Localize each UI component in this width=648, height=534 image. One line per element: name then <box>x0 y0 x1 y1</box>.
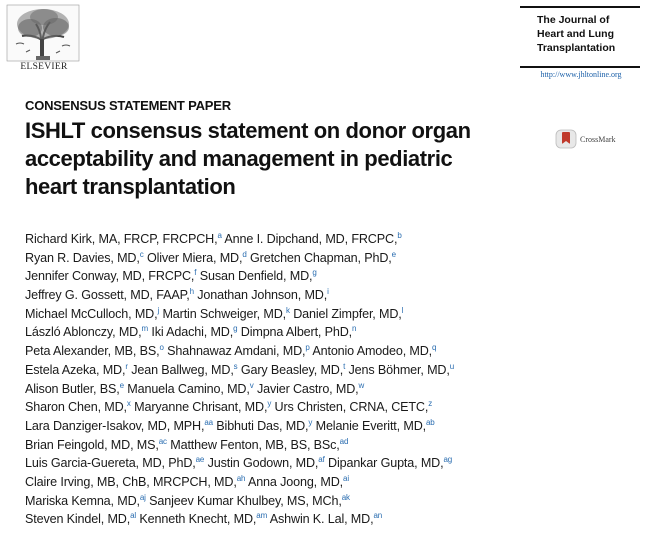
author-name: Luis Garcia-Guereta, MD, PhD, <box>25 456 196 471</box>
author-name: Iki Adachi, MD, <box>151 325 234 340</box>
affiliation-link[interactable]: s <box>233 361 238 371</box>
affiliation-link[interactable]: ag <box>443 455 453 465</box>
affiliation-link[interactable]: al <box>130 511 137 521</box>
author <box>200 269 317 283</box>
author <box>162 307 289 321</box>
author-name: Bibhuti Das, MD, <box>216 418 309 433</box>
author-line <box>25 249 625 268</box>
affiliation-link[interactable]: k <box>286 305 290 315</box>
author <box>257 382 364 396</box>
author <box>349 363 455 377</box>
author-name: Maryanne Chrisant, MD, <box>134 400 268 415</box>
author <box>25 400 131 414</box>
author-name: Manuela Camino, MD, <box>127 381 250 396</box>
affiliation-link[interactable]: af <box>318 455 325 465</box>
author-name: Martin Schweiger, MD, <box>162 306 286 321</box>
affiliation-link[interactable]: v <box>249 380 254 390</box>
author-name: Richard Kirk, MA, FRCP, FRCPCH, <box>25 232 218 246</box>
affiliation-link[interactable]: b <box>397 231 402 240</box>
journal-name-line: Heart and Lung <box>537 28 615 40</box>
affiliation-link[interactable]: g <box>233 324 238 334</box>
author <box>151 325 237 339</box>
author <box>25 307 159 321</box>
author <box>25 363 128 377</box>
author-name: Michael McCulloch, MD, <box>25 306 158 321</box>
author <box>197 288 329 302</box>
author <box>149 494 350 508</box>
author-name: Kenneth Knecht, MD, <box>139 512 257 527</box>
author <box>293 307 403 321</box>
author <box>25 325 148 339</box>
affiliation-link[interactable]: p <box>305 343 310 353</box>
author-line <box>25 286 625 305</box>
affiliation-link[interactable]: g <box>312 268 317 278</box>
article-title <box>25 117 505 201</box>
author <box>25 232 222 246</box>
author <box>167 344 310 358</box>
author <box>25 251 144 265</box>
author <box>312 344 436 358</box>
affiliation-link[interactable]: ad <box>339 436 349 446</box>
author <box>241 363 345 377</box>
author-name: Melanie Everitt, MD, <box>315 418 426 433</box>
author <box>25 419 213 433</box>
title-line: ISHLT consensus statement on donor organ <box>25 118 471 143</box>
tree-icon <box>6 4 80 62</box>
author-name: Sanjeev Kumar Khulbey, MS, MCh, <box>149 493 342 508</box>
affiliation-link[interactable]: h <box>189 287 194 297</box>
author-line <box>25 267 625 286</box>
affiliation-link[interactable]: c <box>139 249 144 259</box>
author-line <box>25 454 625 473</box>
author <box>316 419 435 433</box>
author-line <box>25 323 625 342</box>
affiliation-link[interactable]: ae <box>195 455 205 465</box>
author-line <box>25 436 625 455</box>
author-list <box>25 230 625 529</box>
journal-name-line: Transplantation <box>537 42 616 54</box>
author-name: Shahnawaz Amdani, MD, <box>167 344 306 359</box>
author <box>127 382 253 396</box>
journal-name <box>537 13 637 55</box>
author-line <box>25 398 625 417</box>
author-name: Dimpna Albert, PhD, <box>240 325 353 340</box>
author <box>25 475 245 489</box>
author-name: Steven Kindel, MD, <box>25 512 131 527</box>
author-name: Jeffrey G. Gossett, MD, FAAP, <box>25 288 190 303</box>
affiliation-link[interactable]: n <box>352 324 357 334</box>
author-name: Oliver Miera, MD, <box>146 250 243 265</box>
affiliation-link[interactable]: d <box>242 249 247 259</box>
author <box>25 438 167 452</box>
affiliation-link[interactable]: ab <box>425 417 435 427</box>
affiliation-link[interactable]: e <box>391 249 396 259</box>
author-line <box>25 342 625 361</box>
affiliation-link[interactable]: m <box>141 324 148 334</box>
author-name: Matthew Fenton, MB, BS, BSc, <box>170 437 340 452</box>
author-name: László Ablonczy, MD, <box>25 325 142 340</box>
author-name: Sharon Chen, MD, <box>25 400 127 415</box>
affiliation-link[interactable]: aj <box>139 492 146 502</box>
author-name: Peta Alexander, MB, BS, <box>25 344 160 359</box>
affiliation-link[interactable]: e <box>119 380 124 390</box>
author-line <box>25 361 625 380</box>
author-name: Ashwin K. Lal, MD, <box>269 512 374 527</box>
author-name: Dipankar Gupta, MD, <box>328 456 444 471</box>
author-name: Mariska Kemna, MD, <box>25 493 140 508</box>
title-line: acceptability and management in pediatric <box>25 146 453 171</box>
author-name: Gary Beasley, MD, <box>240 362 344 377</box>
affiliation-link[interactable]: o <box>159 343 164 353</box>
affiliation-link[interactable]: ak <box>341 492 350 502</box>
author-name: Anne I. Dipchand, MD, FRCPC, <box>224 232 398 246</box>
author-line <box>25 492 625 511</box>
author-line <box>25 510 625 529</box>
publisher-wordmark: ELSEVIER <box>20 62 68 72</box>
author-name: Jean Ballweg, MD, <box>131 362 234 377</box>
author-name: Daniel Zimpfer, MD, <box>293 306 402 321</box>
author-name: Jennifer Conway, MD, FRCPC, <box>25 269 195 284</box>
author-line <box>25 305 625 324</box>
author <box>208 456 325 470</box>
author <box>241 325 357 339</box>
affiliation-link[interactable]: ah <box>236 473 246 483</box>
author <box>25 288 194 302</box>
affiliation-link[interactable]: i <box>327 287 329 297</box>
author-name: Brian Feingold, MD, MS, <box>25 437 159 452</box>
author <box>25 269 196 283</box>
journal-name-line: The Journal of <box>537 14 610 26</box>
affiliation-link[interactable]: y <box>267 399 272 409</box>
affiliation-link[interactable]: aa <box>204 417 213 427</box>
author <box>134 400 271 414</box>
affiliation-link[interactable]: ai <box>343 473 349 483</box>
author <box>139 512 267 526</box>
author-name: Jens Böhmer, MD, <box>348 362 450 377</box>
affiliation-link[interactable]: y <box>308 417 313 427</box>
author <box>147 251 247 265</box>
affiliation-link[interactable]: j <box>157 305 160 315</box>
author <box>224 232 401 246</box>
affiliation-link[interactable]: x <box>126 399 131 409</box>
affiliation-link[interactable]: z <box>428 399 433 409</box>
author-name: Lara Danziger-Isakov, MD, MPH, <box>25 418 205 433</box>
author-line <box>25 417 625 436</box>
author-name: Gretchen Chapman, PhD, <box>250 250 392 265</box>
author <box>270 512 382 526</box>
crossmark-label: CrossMark <box>580 134 616 144</box>
author <box>25 512 136 526</box>
title-line: heart transplantation <box>25 174 236 199</box>
author <box>250 251 396 265</box>
author-name: Anna Joong, MD, <box>247 474 344 489</box>
author <box>25 382 124 396</box>
author-name: Claire Irving, MB, ChB, MRCPCH, MD, <box>25 474 237 489</box>
author <box>275 400 433 414</box>
author-name: Alison Butler, BS, <box>25 381 120 396</box>
affiliation-link[interactable]: an <box>373 511 383 521</box>
author <box>25 494 146 508</box>
author-name: Susan Denfield, MD, <box>199 269 313 284</box>
author <box>248 475 349 489</box>
affiliation-link[interactable]: t <box>343 361 346 371</box>
affiliation-link[interactable]: a <box>217 231 222 240</box>
crossmark-icon <box>555 129 577 149</box>
affiliation-link[interactable]: u <box>449 361 455 371</box>
author-line <box>25 380 625 399</box>
author-name: Justin Godown, MD, <box>207 456 319 471</box>
affiliation-link[interactable]: f <box>194 268 197 278</box>
paper-type-label: CONSENSUS STATEMENT PAPER <box>25 98 231 113</box>
affiliation-link[interactable]: am <box>256 511 268 521</box>
author-name: Jonathan Johnson, MD, <box>197 288 328 303</box>
crossmark-button[interactable] <box>555 129 616 149</box>
journal-url-link[interactable]: http://www.jhltonline.org <box>540 70 622 79</box>
author <box>170 438 348 452</box>
affiliation-link[interactable]: w <box>358 380 365 390</box>
author-name: Estela Azeka, MD, <box>25 362 126 377</box>
affiliation-link[interactable]: q <box>432 343 437 353</box>
affiliation-link[interactable]: l <box>401 305 404 315</box>
author <box>25 344 164 358</box>
author-line <box>25 230 625 249</box>
author-line <box>25 473 625 492</box>
author <box>216 419 312 433</box>
author <box>25 456 204 470</box>
affiliation-link[interactable]: r <box>125 361 128 371</box>
affiliation-link[interactable]: ac <box>158 436 167 446</box>
author-name: Ryan R. Davies, MD, <box>25 250 140 265</box>
author-name: Urs Christen, CRNA, CETC, <box>274 400 429 415</box>
author-name: Antonio Amodeo, MD, <box>312 344 433 359</box>
author-name: Javier Castro, MD, <box>256 381 359 396</box>
author <box>328 456 452 470</box>
author <box>131 363 237 377</box>
